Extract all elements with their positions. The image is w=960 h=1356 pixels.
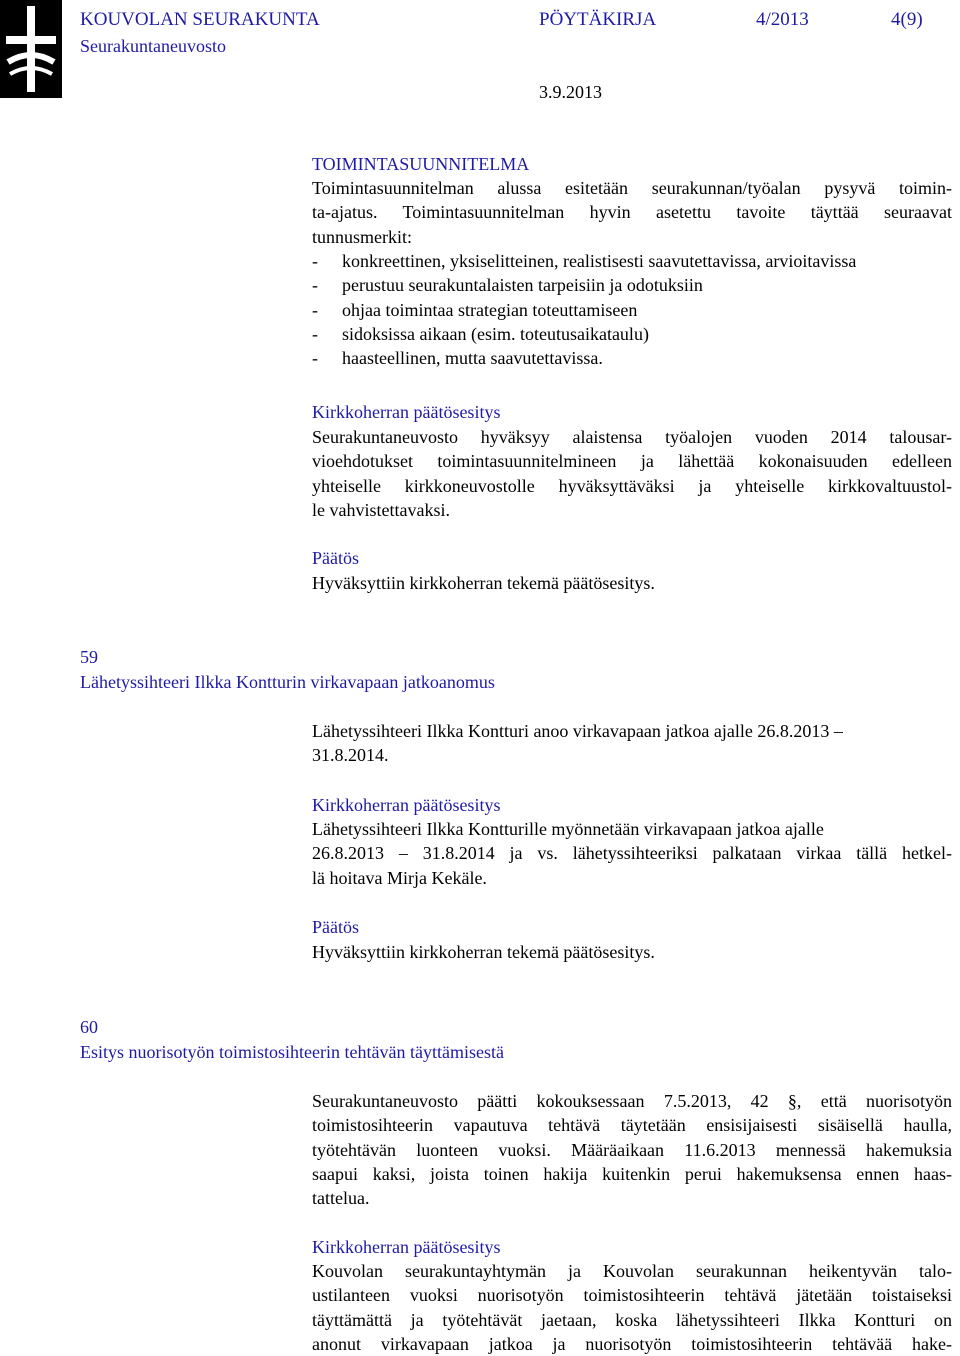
plan-criteria-list (312, 249, 952, 370)
plan-proposal-label: Kirkkoherran päätösesitys (312, 402, 501, 422)
list-item (312, 322, 952, 346)
proposal-line: täyttämättä ja työtehtävät jaetaan, koska lähetyssihteeri Ilkka Kontturi on (312, 1309, 952, 1330)
section-60-proposal-text (312, 1259, 952, 1356)
body-line: tattelua. (312, 1188, 370, 1209)
section-59-number: 59 (80, 647, 98, 667)
list-item (312, 249, 952, 273)
body-line: 31.8.2014. (312, 745, 389, 766)
section-60-number: 60 (80, 1017, 98, 1037)
plan-proposal-text (312, 425, 952, 522)
list-item-text: konkreettinen, yksiselitteinen, realistisesti saavutettavissa, arvioitavissa (342, 251, 857, 271)
list-item-text: perustuu seurakuntalaisten tarpeisiin ja odotuksiin (342, 275, 703, 296)
church-cross-logo-icon (0, 0, 62, 98)
list-item (312, 273, 952, 297)
plan-title: TOIMINTASUUNNITELMA (312, 154, 530, 174)
plan-para-line: Toimintasuunnitelman alussa esitetään seurakunnan/työalan pysyvä toimin- (312, 178, 952, 198)
plan-para-line: tunnusmerkit: (312, 226, 412, 247)
body-line: Seurakuntaneuvosto päätti kokouksessaan 7.5.2013, 42 §, että nuorisotyön (312, 1091, 952, 1111)
proposal-line: Seurakuntaneuvosto hyväksyy alaistensa työalojen vuoden 2014 talousar- (312, 427, 952, 447)
header-organization: KOUVOLAN SEURAKUNTA (80, 9, 320, 30)
body-line: saapui kaksi, joista toinen hakija kuitenkin perui hakemuksensa ennen haas- (312, 1163, 952, 1184)
section-59-proposal-label: Kirkkoherran päätösesitys (312, 795, 501, 815)
list-dash: - (312, 275, 318, 296)
plan-para-line: ta-ajatus. Toimintasuunnitelman hyvin asetettu tavoite täyttää seuraavat (312, 202, 952, 223)
list-dash: - (312, 348, 318, 369)
proposal-line: 26.8.2013 – 31.8.2014 ja vs. lähetyssihteeriksi palkataan virkaa tällä hetkel- (312, 843, 952, 864)
list-dash: - (312, 323, 318, 344)
body-line: Lähetyssihteeri Ilkka Kontturi anoo virkavapaan jatkoa ajalle 26.8.2013 – (312, 721, 843, 741)
section-60-proposal-label: Kirkkoherran päätösesitys (312, 1237, 501, 1257)
list-item-text: ohjaa toimintaa strategian toteuttamiseen (342, 299, 638, 320)
proposal-line: ustilanteen vuoksi nuorisotyön toimistosihteerin tehtävä jätetään toistaiseksi (312, 1285, 952, 1306)
header-date: 3.9.2013 (539, 82, 602, 102)
proposal-line: lä hoitava Mirja Kekäle. (312, 867, 487, 888)
plan-paragraph (312, 176, 952, 249)
proposal-line: vioehdotukset toimintasuunnitelmineen ja lähettää kokonaisuuden edelleen (312, 451, 952, 472)
header-page-number: 4(9) (891, 9, 923, 30)
section-59-title: Lähetyssihteeri Ilkka Kontturin virkavapaan jatkoanomus (80, 672, 495, 692)
section-60-body (312, 1089, 952, 1210)
section-59-decision-label: Päätös (312, 917, 359, 937)
list-item (312, 346, 952, 370)
list-dash: - (312, 299, 318, 320)
header-document-type: PÖYTÄKIRJA (539, 9, 657, 30)
plan-decision-text: Hyväksyttiin kirkkoherran tekemä päätösesitys. (312, 573, 655, 593)
header-document-number: 4/2013 (756, 9, 809, 30)
proposal-line: anonut virkavapaan jatkoa ja nuorisotyön toimistosihteerin tehtävää hake- (312, 1333, 952, 1354)
body-line: toimistosihteerin vapautuva tehtävä täytetään ensisijaisesti sisäisellä haulla, (312, 1115, 952, 1136)
header-body-name: Seurakuntaneuvosto (80, 36, 226, 56)
list-item-text: haasteellinen, mutta saavutettavissa. (342, 348, 603, 369)
section-60-title: Esitys nuorisotyön toimistosihteerin tehtävän täyttämisestä (80, 1042, 504, 1062)
proposal-line: le vahvistettavaksi. (312, 499, 450, 520)
list-dash: - (312, 251, 318, 271)
proposal-line: yhteiselle kirkkoneuvostolle hyväksyttäväksi ja yhteiselle kirkkovaltuustol- (312, 475, 952, 496)
section-59-body (312, 719, 952, 768)
section-59-proposal-text (312, 817, 952, 890)
plan-decision-label: Päätös (312, 548, 359, 568)
section-59-decision-text: Hyväksyttiin kirkkoherran tekemä päätösesitys. (312, 942, 655, 962)
list-item-text: sidoksissa aikaan (esim. toteutusaikataulu) (342, 323, 649, 344)
proposal-line: Lähetyssihteeri Ilkka Kontturille myönnetään virkavapaan jatkoa ajalle (312, 819, 824, 839)
body-line: työtehtävän luonteen vuoksi. Määräaikaan 11.6.2013 mennessä hakemuksia (312, 1139, 952, 1160)
list-item (312, 298, 952, 322)
proposal-line: Kouvolan seurakuntayhtymän ja Kouvolan seurakunnan heikentyvän talo- (312, 1261, 952, 1281)
